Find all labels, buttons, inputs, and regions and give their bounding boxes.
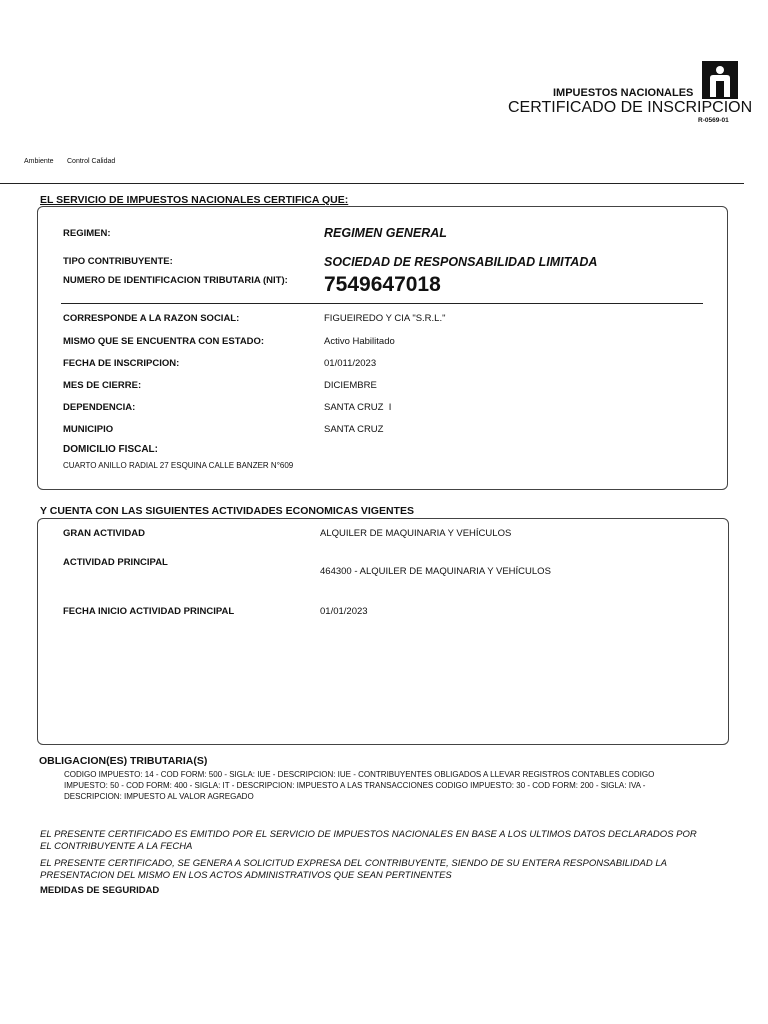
document-title: CERTIFICADO DE INSCRIPCION	[508, 99, 753, 116]
estado-label: MISMO QUE SE ENCUENTRA CON ESTADO:	[63, 336, 265, 347]
nit-value: 7549647018	[324, 273, 441, 296]
obligaciones-heading: OBLIGACION(ES) TRIBUTARIA(S)	[39, 755, 208, 767]
environment-label: Ambiente	[24, 158, 54, 165]
municipio-label: MUNICIPIO	[63, 424, 114, 435]
razon-social-label: CORRESPONDE A LA RAZON SOCIAL:	[63, 313, 240, 324]
estado-value: Activo Habilitado	[324, 336, 395, 347]
medidas-seguridad: MEDIDAS DE SEGURIDAD	[40, 885, 160, 896]
dependencia-value: SANTA CRUZ I	[324, 402, 392, 413]
nit-label: NUMERO DE IDENTIFICACION TRIBUTARIA (NIT):	[63, 275, 288, 286]
municipio-value: SANTA CRUZ	[324, 424, 384, 435]
mes-cierre-value: DICIEMBRE	[324, 380, 377, 391]
tipo-contribuyente-label: TIPO CONTRIBUYENTE:	[63, 256, 173, 267]
tipo-contribuyente-value: SOCIEDAD DE RESPONSABILIDAD LIMITADA	[324, 255, 598, 269]
org-name: IMPUESTOS NACIONALES	[553, 87, 694, 99]
fecha-inscripcion-label: FECHA DE INSCRIPCION:	[63, 358, 180, 369]
obligaciones-text	[64, 769, 654, 802]
domicilio-value: CUARTO ANILLO RADIAL 27 ESQUINA CALLE BANZER N°609	[63, 461, 294, 470]
fecha-inicio-label: FECHA INICIO ACTIVIDAD PRINCIPAL	[63, 606, 235, 617]
gran-actividad-label: GRAN ACTIVIDAD	[63, 528, 145, 539]
regimen-value: REGIMEN GENERAL	[324, 226, 447, 240]
dependencia-label: DEPENDENCIA:	[63, 402, 136, 413]
domicilio-label: DOMICILIO FISCAL:	[63, 444, 158, 455]
nota-emision-line: EL CONTRIBUYENTE A LA FECHA	[40, 841, 193, 852]
actividades-box	[37, 518, 729, 745]
obligacion-line: CODIGO IMPUESTO: 14 - COD FORM: 500 - SIGLA: IUE - DESCRIPCION: IUE - CONTRIBUYENTES OBLIGADOS A LLEVAR REGISTROS CONTABLES CODIGO	[64, 770, 655, 779]
nota-emision	[40, 829, 697, 853]
certifica-heading: EL SERVICIO DE IMPUESTOS NACIONALES CERTIFICA QUE:	[40, 194, 349, 206]
nota-solicitud-line: PRESENTACION DEL MISMO EN LOS ACTOS ADMINISTRATIVOS QUE SEAN PERTINENTES	[40, 870, 452, 881]
impuestos-nacionales-logo-icon	[702, 61, 738, 99]
form-code: R-0569-01	[698, 117, 729, 124]
certifica-divider	[61, 303, 703, 304]
fecha-inscripcion-value: 01/011/2023	[324, 358, 377, 369]
actividades-heading: Y CUENTA CON LAS SIGUIENTES ACTIVIDADES ECONOMICAS VIGENTES	[40, 505, 414, 517]
actividad-principal-label: ACTIVIDAD PRINCIPAL	[63, 557, 168, 568]
nota-emision-line: EL PRESENTE CERTIFICADO ES EMITIDO POR EL SERVICIO DE IMPUESTOS NACIONALES EN BASE A LOS ULTIMOS DATOS DECLARADOS POR	[40, 829, 697, 840]
nota-solicitud-line: EL PRESENTE CERTIFICADO, SE GENERA A SOLICITUD EXPRESA DEL CONTRIBUYENTE, SIENDO DE SU ENTERA RESPONSABILIDAD LA	[40, 858, 667, 869]
actividad-principal-value: 464300 - ALQUILER DE MAQUINARIA Y VEHÍCULOS	[320, 566, 551, 577]
gran-actividad-value: ALQUILER DE MAQUINARIA Y VEHÍCULOS	[320, 528, 512, 539]
mes-cierre-label: MES DE CIERRE:	[63, 380, 142, 391]
fecha-inicio-value: 01/01/2023	[320, 606, 368, 617]
nota-solicitud	[40, 858, 667, 882]
razon-social-value: FIGUEIREDO Y CIA "S.R.L."	[324, 313, 446, 324]
obligacion-line: DESCRIPCION: IMPUESTO AL VALOR AGREGADO	[64, 792, 254, 801]
environment-value: Control Calidad	[67, 158, 116, 165]
obligacion-line: IMPUESTO: 50 - COD FORM: 400 - SIGLA: IT - DESCRIPCION: IMPUESTO A LAS TRANSACCIONES CODIGO IMPUESTO: 30 - COD FORM: 200 - SIGLA: IVA -	[64, 781, 646, 790]
regimen-label: REGIMEN:	[63, 228, 111, 239]
header-divider	[0, 183, 744, 184]
